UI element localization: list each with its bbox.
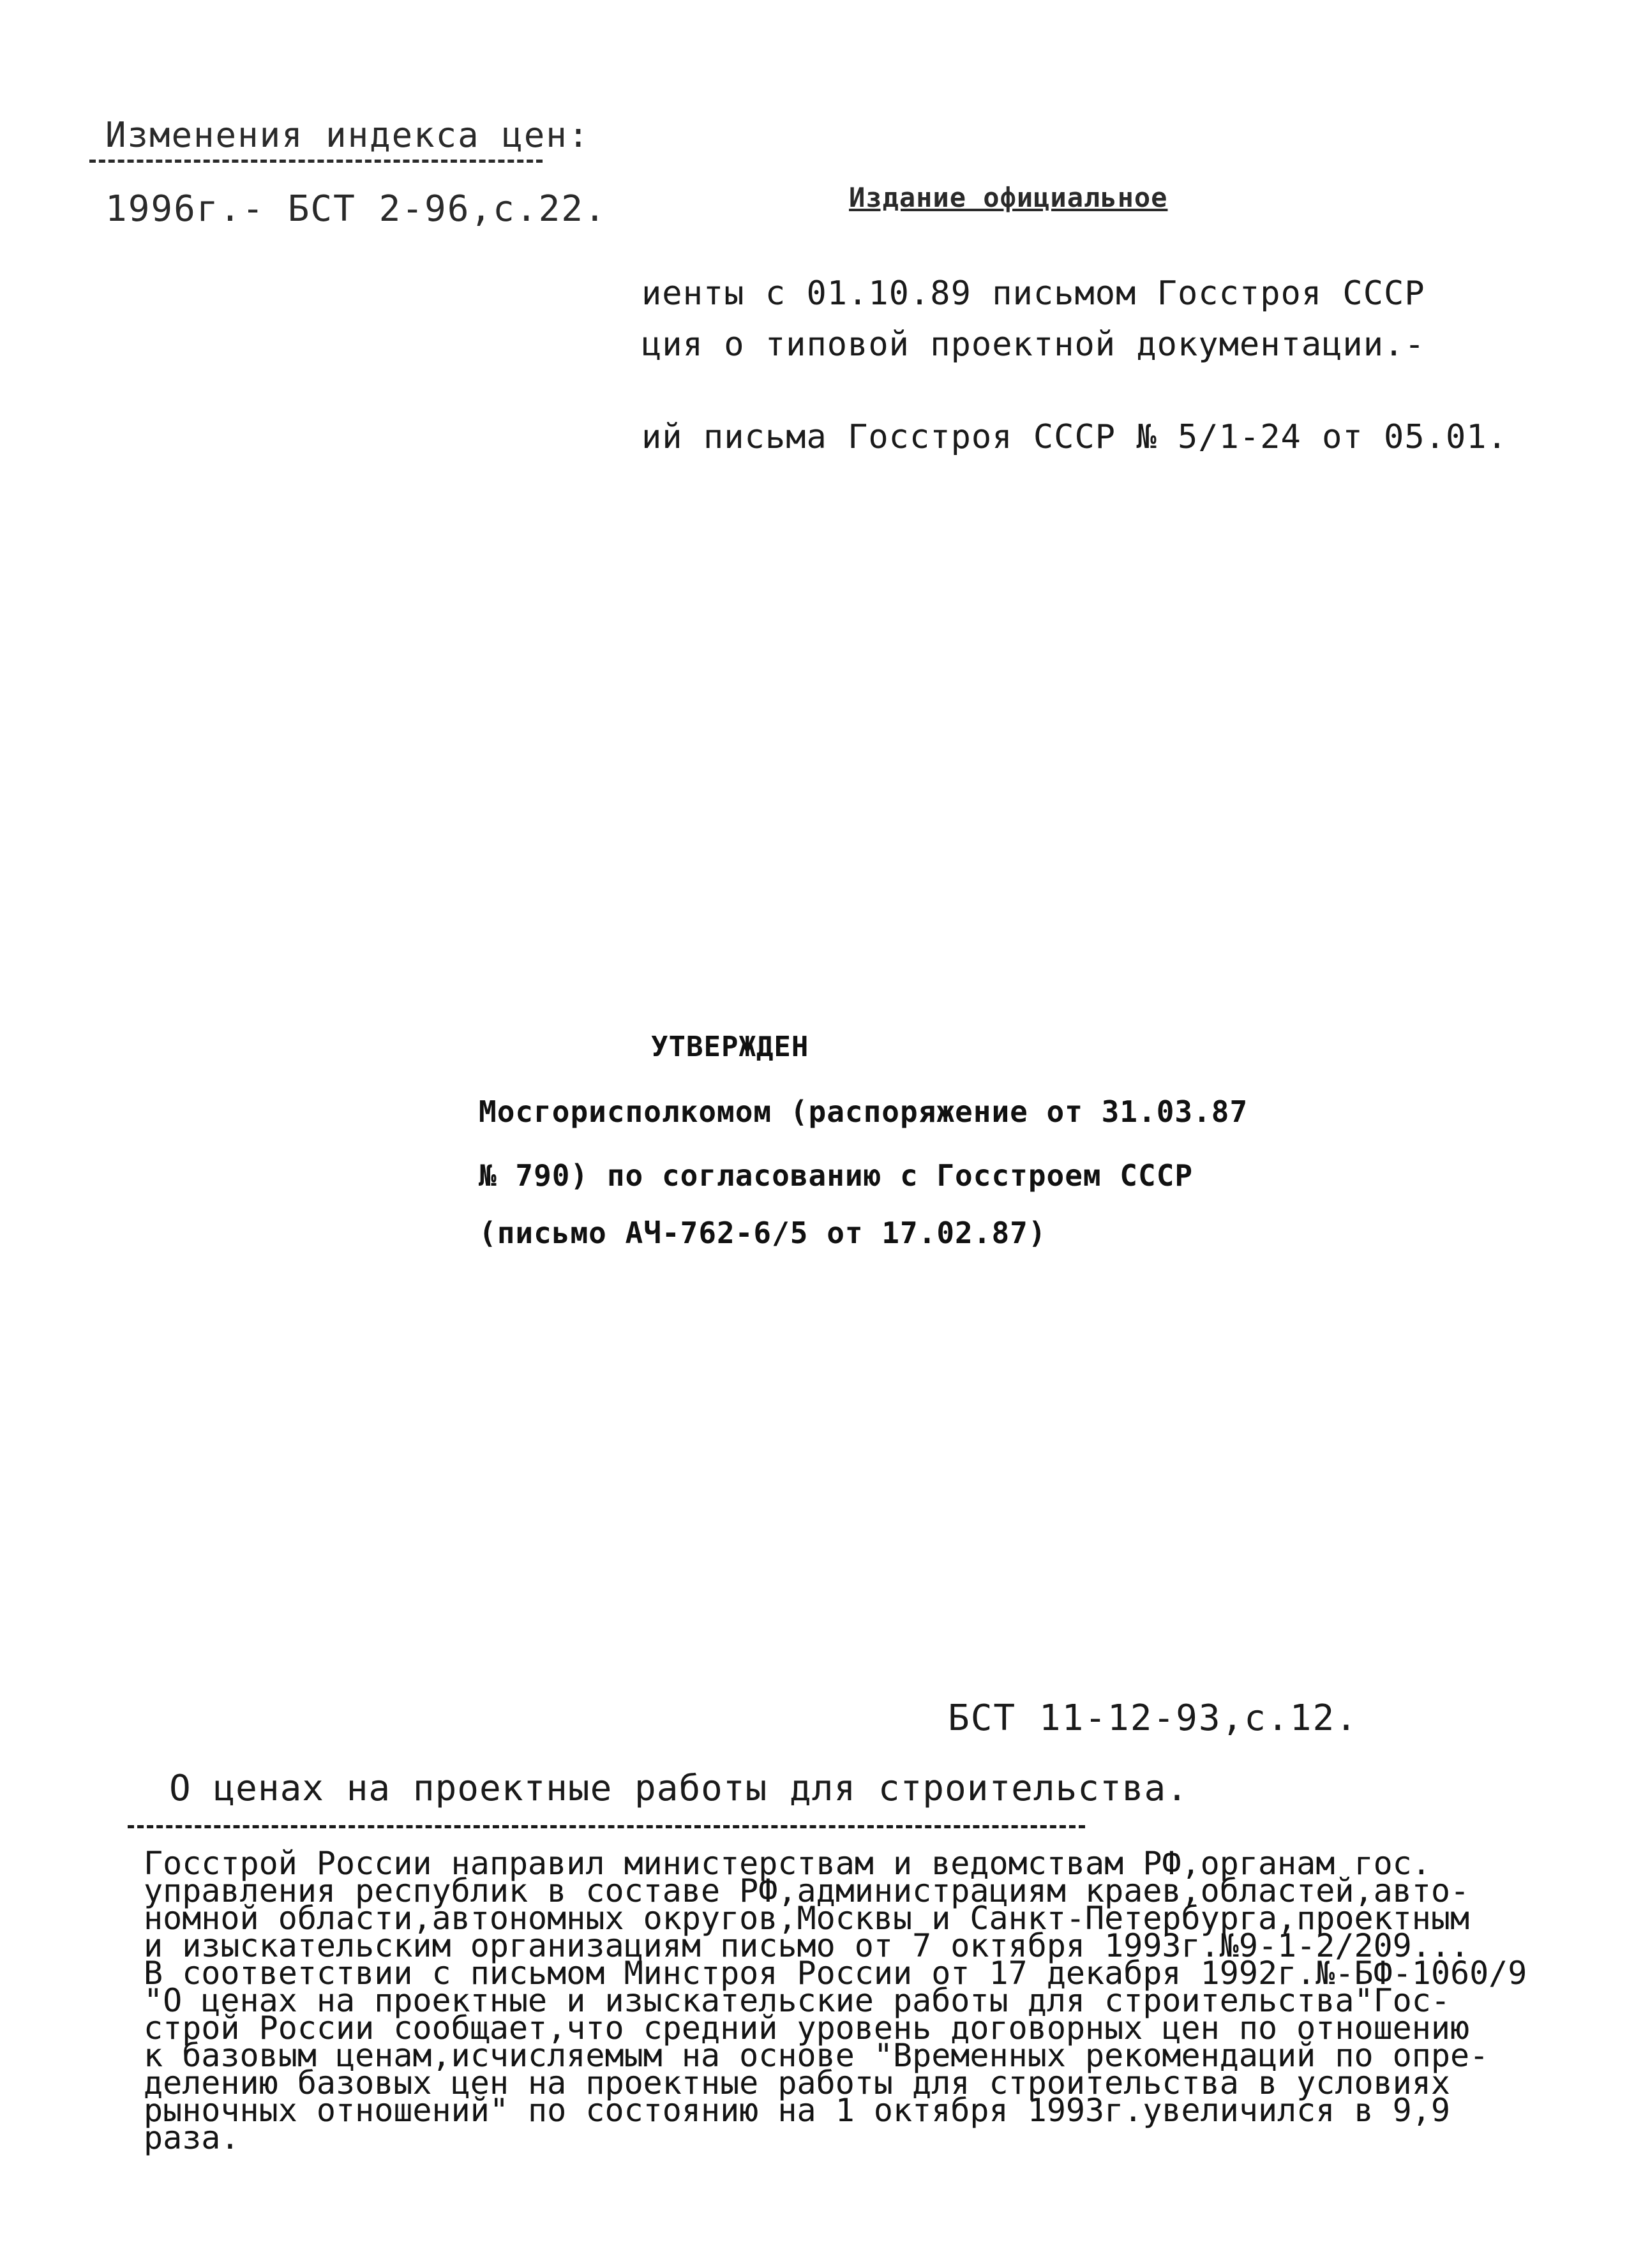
top-fragment-line: ция о типовой проектной документации.- (641, 325, 1425, 364)
notice-body-line: строй России сообщает,что средний уровень договорных цен по отношению (144, 2010, 1470, 2047)
notice-body-line: и изыскательским организациям письмо от 7 октября 1993г.№9-1-2/209... (144, 1927, 1470, 1964)
notice-divider (128, 1825, 1085, 1828)
price-index-changes-title: Изменения индекса цен: (105, 115, 590, 155)
notice-body-line: раза. (144, 2119, 240, 2156)
notice-body-line: управления республик в составе РФ,администрациям краев,областей,авто- (144, 1872, 1470, 1909)
notice-title: О ценах на проектные работы для строительства. (169, 1768, 1188, 1809)
approval-line: (письмо АЧ-762-6/5 от 17.02.87) (479, 1216, 1047, 1250)
approval-line: Мосгорисполкомом (распоряжение от 31.03.87 (479, 1094, 1248, 1129)
approval-heading: УТВЕРЖДЕН (651, 1031, 809, 1063)
price-index-changes-value: 1996г.- БСТ 2-96,с.22. (105, 188, 607, 230)
notice-body-line: Госстрой России направил министерствам и ведомствам РФ,органам гос. (144, 1845, 1431, 1882)
notice-body-line: "О ценах на проектные и изыскательские работы для строительства"Гос- (144, 1982, 1450, 2019)
official-edition-label: Издание официальное (849, 182, 1168, 213)
approval-line: № 790) по согласованию с Госстроем СССР (479, 1158, 1194, 1193)
top-fragment-line: иенты с 01.10.89 письмом Госстроя СССР (641, 274, 1425, 313)
notice-body-line: В соответствии с письмом Минстроя России от 17 декабря 1992г.№-БФ-1060/9 (144, 1955, 1527, 1992)
bst-reference: БСТ 11-12-93,с.12. (948, 1697, 1358, 1739)
notice-body-line: номной области,автономных округов,Москвы и Санкт-Петербурга,проектным (144, 1900, 1470, 1937)
notice-body-line: рыночных отношений" по состоянию на 1 октября 1993г.увеличился в 9,9 (144, 2092, 1450, 2129)
top-fragment-line: ий письма Госстроя СССР № 5/1-24 от 05.01. (641, 418, 1508, 456)
price-index-divider (89, 160, 543, 163)
notice-body-line: к базовым ценам,исчисляемым на основе "Временных рекомендаций по опре- (144, 2037, 1489, 2074)
notice-body-line: делению базовых цен на проектные работы для строительства в условиях (144, 2064, 1450, 2101)
